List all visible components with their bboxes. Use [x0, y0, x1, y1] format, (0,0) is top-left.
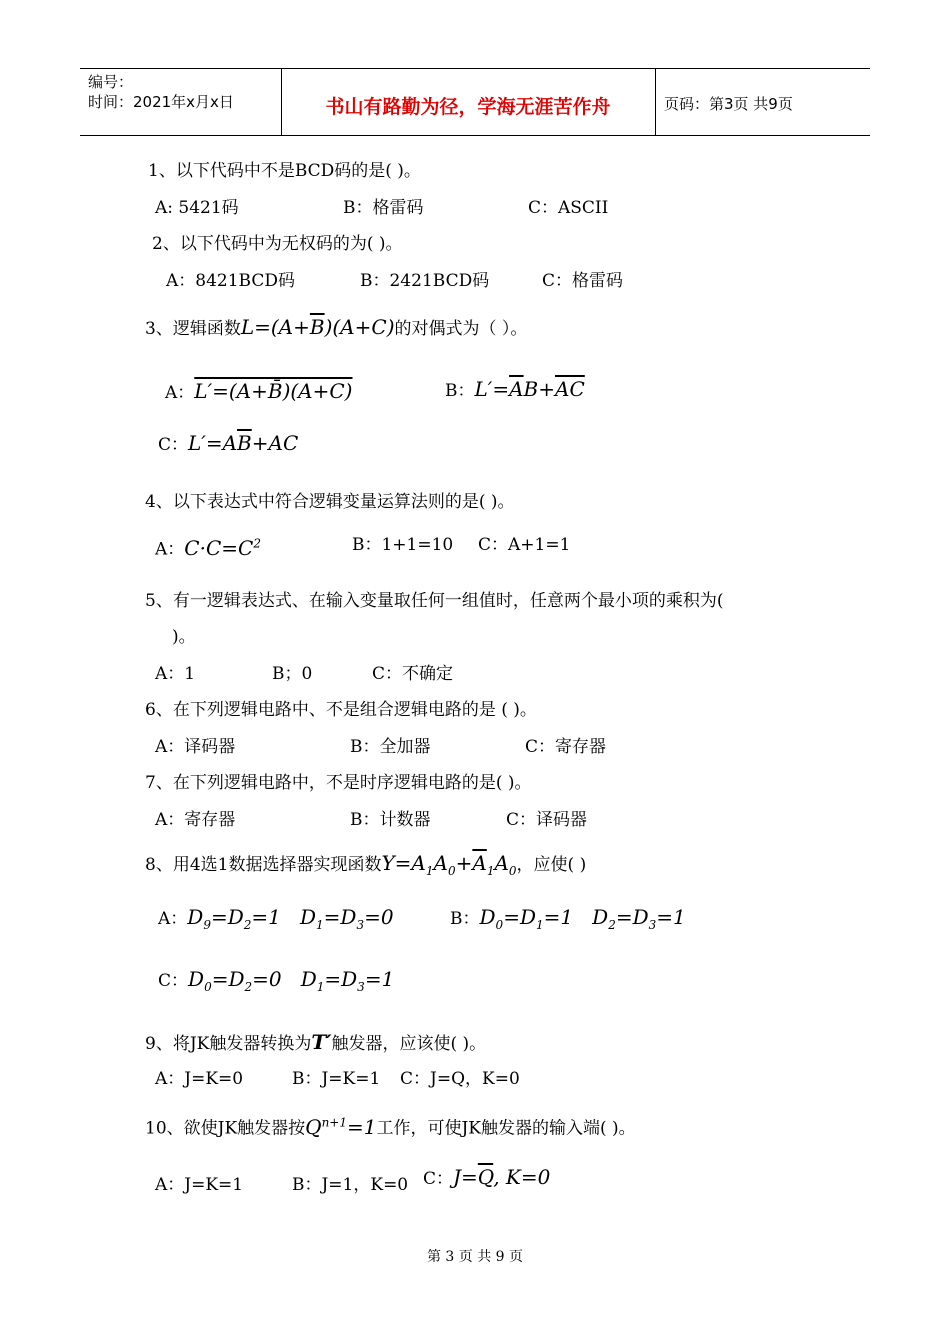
question-1: 1、以下代码中不是BCD码的是( )。 [148, 161, 421, 181]
formula: $D_9=D_2=1$ $D_1=D_3=0$ [187, 905, 394, 932]
question-3 [145, 316, 527, 340]
option: B：1+1=10 [352, 535, 454, 555]
option [158, 906, 394, 936]
option-label: A： [165, 383, 195, 403]
header-meta [88, 72, 234, 112]
option-label: B： [450, 909, 480, 929]
question-text: 10、欲使JK触发器按 [145, 1118, 306, 1139]
option: C：不确定 [372, 664, 454, 684]
option: B；0 [272, 664, 313, 684]
formula: $Y=A_1A_0+\overline{A}_1A_0$ [381, 851, 517, 878]
option [158, 968, 394, 998]
option: A: 5421码 [155, 198, 239, 218]
option: B：格雷码 [343, 198, 424, 218]
option [165, 380, 352, 404]
document-date: 时间：2021年x月x日 [88, 93, 234, 111]
question-text: 3、逻辑函数 [145, 319, 241, 339]
option: A：J=K=0 [155, 1069, 244, 1089]
formula: $L'=\overline{A}B+\overline{A}\overline{C}$ [474, 377, 585, 401]
option-label: B： [445, 381, 475, 401]
option: A：8421BCD码 [166, 271, 295, 291]
formula: $L=(A+\overline{B})(A+C)$ [240, 315, 395, 339]
option-label: C： [423, 1169, 454, 1189]
question-5-continued: )。 [172, 627, 196, 647]
header-bottom-rule [80, 135, 870, 136]
question-text: ，应使( ) [516, 855, 587, 875]
option: A：1 [155, 664, 196, 684]
option [423, 1166, 550, 1190]
question-7: 7、在下列逻辑电路中，不是时序逻辑电路的是( )。 [145, 773, 532, 793]
option: C：A+1=1 [478, 535, 571, 555]
question-text: 触发器，应该使( )。 [331, 1034, 487, 1054]
formula: T′ [311, 1030, 332, 1054]
question-text: 工作，可使JK触发器的输入端( )。 [376, 1118, 636, 1139]
question-text: 的对偶式为（ ）。 [394, 319, 528, 339]
option [158, 432, 298, 456]
option: C：格雷码 [542, 271, 624, 291]
option: C：译码器 [506, 810, 588, 830]
option: B：2421BCD码 [360, 271, 490, 291]
question-6: 6、在下列逻辑电路中、不是组合逻辑电路的是 ( )。 [145, 700, 537, 720]
page-footer: 第 3 页 共 9 页 [426, 1249, 524, 1265]
header-divider [655, 68, 656, 135]
formula: $Q^{n+1}=1$ [305, 1114, 377, 1139]
question-text: 8、用4选1数据选择器实现函数 [145, 855, 382, 875]
option: A：译码器 [155, 737, 236, 757]
option [445, 378, 585, 402]
option: C：J=Q，K=0 [400, 1069, 520, 1089]
option: B：计数器 [350, 810, 431, 830]
question-4: 4、以下表达式中符合逻辑变量运算法则的是( )。 [145, 492, 515, 512]
formula: L′=(A+B̄)(A+C) [194, 379, 353, 403]
question-2: 2、以下代码中为无权码的为( )。 [152, 234, 403, 254]
question-10 [145, 1111, 636, 1140]
formula: $D_0=D_1=1$ $D_2=D_3=1$ [479, 905, 686, 932]
option: C：寄存器 [525, 737, 607, 757]
header-page-info: 页码：第3页 共9页 [664, 95, 793, 113]
formula: $L'=A\overline{B}+AC$ [188, 431, 299, 455]
option-label: C： [158, 971, 189, 991]
header-divider [281, 68, 282, 135]
formula: $J=\overline{Q}$, K=0 [453, 1165, 551, 1189]
document-number: 编号： [88, 73, 134, 91]
option-label: A： [155, 539, 185, 560]
option: A：寄存器 [155, 810, 236, 830]
question-text: 9、将JK触发器转换为 [145, 1034, 312, 1054]
option-label: A： [158, 909, 188, 929]
question-5: 5、有一逻辑表达式、在输入变量取任何一组值时，任意两个最小项的乘积为( [145, 591, 724, 611]
header-motto: 书山有路勤为径，学海无涯苦作舟 [325, 96, 611, 118]
option: C：ASCII [528, 198, 609, 218]
option [450, 906, 686, 936]
option [155, 532, 261, 561]
formula: $D_0=D_2=0$ $D_1=D_3=1$ [188, 967, 395, 994]
header-top-rule [80, 68, 870, 69]
question-9 [145, 1031, 486, 1055]
option: B：J=1，K=0 [292, 1175, 409, 1195]
option: B：J=K=1 [292, 1069, 381, 1089]
formula: $C\cdot C=C^2$ [184, 535, 261, 560]
option: A：J=K=1 [155, 1175, 244, 1195]
option: B：全加器 [350, 737, 431, 757]
question-8 [145, 852, 586, 882]
option-label: C： [158, 435, 189, 455]
